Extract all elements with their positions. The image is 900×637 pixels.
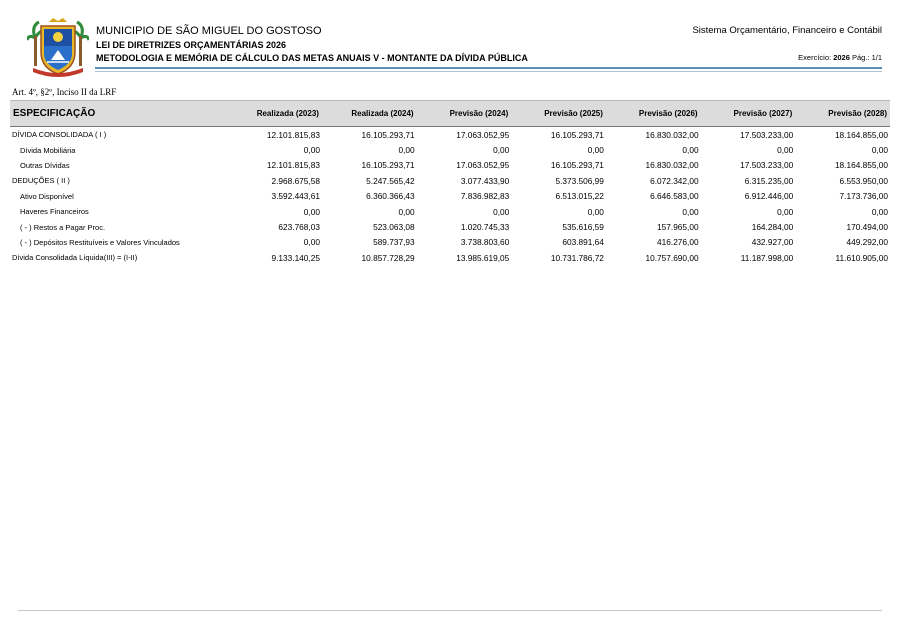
row-label: ( - ) Restos a Pagar Proc. xyxy=(20,222,106,232)
row-value: 16.105.293,71 xyxy=(361,129,415,140)
row-value: 0,00 xyxy=(871,145,888,156)
debt-table xyxy=(10,100,890,266)
column-header: ESPECIFICAÇÃO xyxy=(10,101,227,127)
row-value: 623.768,03 xyxy=(278,222,320,233)
row-value: 535.616,59 xyxy=(562,222,604,233)
row-value: 0,00 xyxy=(493,206,510,217)
row-value: 5.247.565,42 xyxy=(366,175,415,186)
column-header: Previsão (2027) xyxy=(701,101,796,127)
column-header: Previsão (2025) xyxy=(511,101,606,127)
row-value: 2.968.675,58 xyxy=(271,175,320,186)
row-value: 9.133.140,25 xyxy=(271,252,320,263)
row-label: Haveres Financeiros xyxy=(20,207,89,217)
row-value: 0,00 xyxy=(587,145,604,156)
row-value: 170.494,00 xyxy=(846,222,888,233)
row-value: 164.284,00 xyxy=(751,222,794,233)
row-value: 603.891,64 xyxy=(562,237,604,248)
row-label: ( - ) Depósitos Restituíveis e Valores Vinculados xyxy=(20,237,180,247)
row-value: 0,00 xyxy=(398,145,415,156)
column-header: Previsão (2026) xyxy=(606,101,701,127)
row-value: 523.063,08 xyxy=(373,222,415,233)
table-header-row xyxy=(10,101,890,127)
legal-basis: Art. 4º, §2º, Inciso II da LRF xyxy=(12,87,117,97)
row-value: 18.164.855,00 xyxy=(834,129,888,140)
row-value: 10.731.786,72 xyxy=(550,252,604,263)
row-value: 11.187.998,00 xyxy=(740,252,794,263)
exercise-label: Exercício: xyxy=(798,53,832,62)
row-label: DEDUÇÕES ( II ) xyxy=(12,176,70,186)
municipal-coat-of-arms-logo xyxy=(27,16,89,78)
row-value: 6.553.950,00 xyxy=(839,175,888,186)
row-label: DÍVIDA CONSOLIDADA ( I ) xyxy=(12,130,107,140)
table-row xyxy=(10,127,890,143)
row-value: 0,00 xyxy=(587,206,604,217)
row-value: 6.912.446,00 xyxy=(744,191,794,202)
row-value: 10.757.690,00 xyxy=(645,252,699,263)
row-value: 0,00 xyxy=(303,237,320,248)
row-value: 6.646.583,00 xyxy=(650,191,699,202)
row-value: 7.173.736,00 xyxy=(839,191,888,202)
table-row xyxy=(10,142,890,157)
row-value: 13.985.619,05 xyxy=(456,252,510,263)
row-value: 6.315.235,00 xyxy=(744,175,794,186)
row-value: 0,00 xyxy=(777,206,794,217)
row-value: 0,00 xyxy=(303,145,320,156)
row-value: 157.965,00 xyxy=(657,222,699,233)
row-value: 0,00 xyxy=(303,206,320,217)
row-value: 17.503.233,00 xyxy=(740,129,794,140)
row-value: 12.101.815,83 xyxy=(266,160,320,171)
row-label: Dívida Consolidada Líquida(III) = (I-II) xyxy=(12,253,138,263)
row-value: 16.830.032,00 xyxy=(645,160,699,171)
row-value: 0,00 xyxy=(682,206,699,217)
law-title: LEI DE DIRETRIZES ORÇAMENTÁRIAS 2026 xyxy=(96,40,287,50)
column-header: Realizada (2024) xyxy=(322,101,417,127)
column-header: Realizada (2023) xyxy=(227,101,322,127)
table-row xyxy=(10,204,890,219)
row-value: 3.592.443,61 xyxy=(271,191,320,202)
row-value: 6.513.015,22 xyxy=(555,191,604,202)
row-label: Dívida Mobiliária xyxy=(20,145,76,155)
row-value: 10.857.728,29 xyxy=(361,252,415,263)
row-value: 432.927,00 xyxy=(751,237,794,248)
row-value: 18.164.855,00 xyxy=(834,160,888,171)
row-value: 6.072.342,00 xyxy=(650,175,699,186)
table-row xyxy=(10,189,890,204)
row-value: 0,00 xyxy=(682,145,699,156)
row-value: 1.020.745,33 xyxy=(460,222,510,233)
row-value: 12.101.815,83 xyxy=(266,129,320,140)
row-value: 416.276,00 xyxy=(657,237,699,248)
row-value: 6.360.366,43 xyxy=(366,191,415,202)
table-row xyxy=(10,219,890,234)
row-value: 0,00 xyxy=(871,206,888,217)
exercise-info xyxy=(798,53,882,62)
row-value: 0,00 xyxy=(398,206,415,217)
table-row xyxy=(10,250,890,265)
row-value: 17.063.052,95 xyxy=(456,160,510,171)
row-label: Outras Dívidas xyxy=(20,160,70,170)
system-name: Sistema Orçamentário, Financeiro e Contábil xyxy=(692,25,882,36)
table-body xyxy=(10,127,890,266)
row-value: 16.105.293,71 xyxy=(550,160,604,171)
table-row xyxy=(10,235,890,250)
row-label: Ativo Disponível xyxy=(20,191,74,201)
row-value: 3.738.803,60 xyxy=(460,237,510,248)
exercise-year: 2026 xyxy=(833,53,850,62)
row-value: 449.292,00 xyxy=(846,237,888,248)
table-row xyxy=(10,173,890,188)
page-number: Pág.: 1/1 xyxy=(851,53,882,62)
row-value: 11.610.905,00 xyxy=(835,252,888,263)
footer-divider xyxy=(18,610,882,611)
row-value: 589.737,93 xyxy=(373,237,415,248)
row-value: 3.077.433,90 xyxy=(460,175,510,186)
row-value: 16.105.293,71 xyxy=(361,160,415,171)
column-header: Previsão (2028) xyxy=(795,101,890,127)
row-value: 16.830.032,00 xyxy=(645,129,699,140)
row-value: 0,00 xyxy=(777,145,794,156)
header-divider-thin xyxy=(95,71,882,72)
column-header: Previsão (2024) xyxy=(417,101,512,127)
row-value: 0,00 xyxy=(493,145,510,156)
row-value: 7.836.982,83 xyxy=(460,191,510,202)
row-value: 16.105.293,71 xyxy=(550,129,604,140)
row-value: 17.503.233,00 xyxy=(740,160,794,171)
report-title: METODOLOGIA E MEMÓRIA DE CÁLCULO DAS METAS ANUAIS V - MONTANTE DA DÍVIDA PÚBLICA xyxy=(96,53,528,63)
row-value: 5.373.506,99 xyxy=(555,175,604,186)
header-divider xyxy=(95,67,882,69)
municipality-name: MUNICIPIO DE SÃO MIGUEL DO GOSTOSO xyxy=(96,25,322,37)
row-value: 17.063.052,95 xyxy=(456,129,510,140)
table-row xyxy=(10,158,890,173)
